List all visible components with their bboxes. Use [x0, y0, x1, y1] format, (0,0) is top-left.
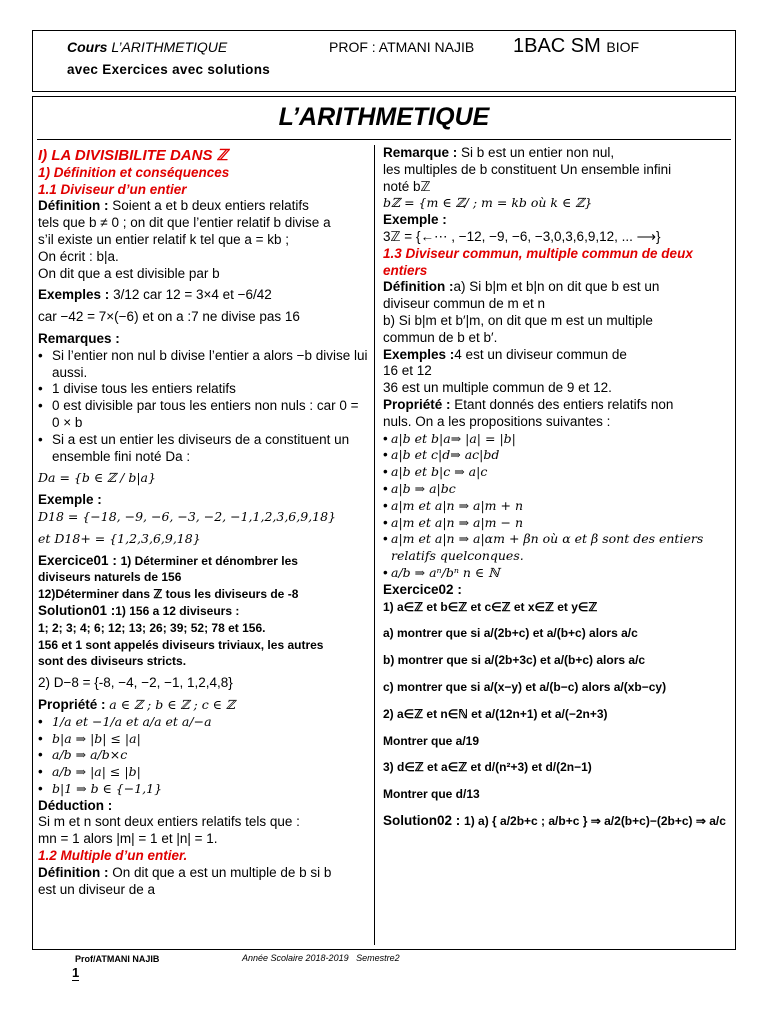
solution-label: Solution02 :: [383, 812, 461, 828]
page-title: L’ARITHMETIQUE: [278, 103, 490, 131]
definition-text: Soient a et b deux entiers relatifs: [112, 198, 309, 214]
class-level-main: 1BAC SM: [513, 35, 601, 57]
definition-text: On dit que a est un multiple de b si b: [112, 864, 332, 880]
examples-label: Exemples :: [383, 346, 455, 362]
exercise-text: a) montrer que si a/(2b+c) et a/(b+c) alors a/c: [383, 626, 638, 641]
section-title: I) LA DIVISIBILITE DANS ℤ: [38, 147, 228, 164]
definition-text: diviseur commun de m et n: [383, 296, 546, 312]
exercise-label: Exercice02 :: [383, 581, 462, 597]
list-item: • 1 divise tous les entiers relatifs: [38, 381, 236, 397]
example-text: 3/12 car 12 = 3×4 et −6/42: [113, 287, 272, 303]
definition-text: commun de b et b′.: [383, 329, 498, 345]
definition-text: On dit que a est divisible par b: [38, 265, 220, 281]
examples: [38, 287, 368, 304]
list-item: • a/b ⇒ a/b×c: [38, 747, 128, 763]
left-column: [38, 145, 368, 898]
exercise-text: 1) Déterminer et dénombrer les: [120, 553, 298, 568]
property: [383, 397, 728, 414]
exercise-label: Exercice01 :: [38, 552, 117, 568]
subsection-title: 1.1 Diviseur d’un entier: [38, 181, 187, 197]
example-label: Exemple :: [383, 212, 447, 228]
header-line: [67, 35, 640, 57]
example-text: 4 est un diviseur commun de: [454, 346, 627, 362]
list-item: • Si l’entier non nul b divise l’entier a alors −b divise lui aussi.: [38, 347, 368, 380]
solution-label: Solution01 :: [38, 602, 116, 618]
exercise-text: Montrer que a/19: [383, 733, 480, 748]
solution: [38, 603, 368, 620]
property-context: a ∈ ℤ ; b ∈ ℤ ; c ∈ ℤ: [109, 696, 236, 712]
definition-text: a) Si b|m et b|n on dit que b est un: [453, 279, 660, 295]
definition-label: Définition :: [38, 864, 109, 880]
exercise-text: 1) a∈ℤ et b∈ℤ et c∈ℤ et x∈ℤ et y∈ℤ: [383, 599, 598, 614]
exercise-text: b) montrer que si a/(2b+3c) et a/(b+c) alors a/c: [383, 653, 646, 668]
property-item: a|m et a|n ⇒ a|αm + βn où α et β sont des entiers relatifs quelconques.: [391, 531, 704, 564]
list-item: • a|b et b|c ⇒ a|c: [383, 464, 488, 480]
header-subtitle: avec Exercices avec solutions: [67, 62, 271, 77]
property-item: 1/a et −1/a et a/a et a/−a: [52, 713, 212, 729]
class-level-small: BIOF: [606, 39, 640, 55]
property-item: a/b ⇒ |a| ≤ |b|: [52, 764, 141, 780]
solution-text: 1) 156 a 12 diviseurs :: [115, 603, 240, 618]
property-item: b|1 ⇒ b ∈ {−1,1}: [52, 780, 163, 796]
exercise-text: 12)Déterminer dans ℤ tous les diviseurs de -8: [38, 587, 299, 602]
property-item: b|a ⇒ |b| ≤ |a|: [52, 730, 141, 746]
remark-text: les multiples de b constituent Un ensemble infini: [383, 161, 672, 177]
list-item: • Si a est un entier les diviseurs de a constituent un ensemble fini noté Da :: [38, 432, 368, 466]
list-item: • a|m et a|n ⇒ a|m − n: [383, 514, 524, 530]
class-level: [513, 35, 639, 58]
list-item: • a|b et c|d⇒ ac|bd: [383, 447, 500, 463]
course-subject: L’ARITHMETIQUE: [111, 39, 228, 55]
list-item: • a/b ⇒ aⁿ/bⁿ n ∈ ℕ: [383, 564, 500, 580]
definition: [383, 279, 728, 296]
remark-text: Si a est un entier les diviseurs de a constituent un ensemble fini noté Da :: [52, 431, 350, 464]
property-item: a/b ⇒ a/b×c: [52, 747, 128, 763]
solution-text: 1) a) { a/2b+c ; a/b+c } ⇒ a/2(b+c)−(2b+c) ⇒ a/c: [464, 813, 726, 828]
solution-text: 156 et 1 sont appelés diviseurs triviaux, les autres: [38, 637, 324, 652]
page-number: 1: [72, 965, 80, 980]
definition-text: On écrit : b|a.: [38, 248, 119, 264]
solution-text: 1; 2; 3; 4; 6; 12; 13; 26; 39; 52; 78 et 156.: [38, 620, 266, 635]
property-label: Propriété :: [38, 696, 106, 712]
formula: et D18+ = {1,2,3,6,9,18}: [38, 530, 201, 546]
property-text: Etant donnés des entiers relatifs non: [454, 396, 674, 412]
formula: Da = {b ∈ ℤ / b|a}: [38, 470, 156, 486]
subsection-title: 1.3 Diviseur commun, multiple commun de deux entiers: [383, 245, 693, 278]
remark-text: noté bℤ: [383, 178, 431, 194]
course-label: Cours: [67, 39, 108, 55]
example-label: Exemple :: [38, 492, 102, 508]
list-item: • a|b et b|a⇒ |a| = |b|: [383, 430, 516, 446]
subsection-title: 1) Définition et conséquences: [38, 164, 230, 180]
deduction-label: Déduction :: [38, 797, 113, 813]
definition-text: b) Si b|m et b′|m, on dit que m est un multiple: [383, 312, 653, 328]
deduction-text: mn = 1 alors |m| = 1 et |n| = 1.: [38, 831, 218, 847]
list-item: • a|m et a|n ⇒ a|m + n: [383, 497, 524, 513]
exercise-text: c) montrer que si a/(x−y) et a/(b−c) alors a/(xb−cy): [383, 679, 667, 694]
list-item: • a/b ⇒ |a| ≤ |b|: [38, 764, 141, 780]
remark-text: Si b est un entier non nul,: [461, 145, 615, 160]
solution-text: 2) D−8 = {-8, −4, −2, −1, 1,2,4,8}: [38, 675, 233, 691]
examples-label: Exemples :: [38, 287, 110, 303]
column-divider: [374, 145, 375, 945]
solution-text: sont des diviseurs stricts.: [38, 654, 187, 669]
definition-text: est un diviseur de a: [38, 881, 156, 897]
exercise: [38, 553, 368, 570]
property-item: a|b ⇒ a|bc: [391, 480, 456, 496]
property-label: Propriété :: [383, 396, 451, 412]
exercise-text: 2) a∈ℤ et n∈ℕ et a/(12n+1) et a/(−2n+3): [383, 706, 608, 721]
formula: D18 = {−18, −9, −6, −3, −2, −1,1,2,3,6,9,18}: [38, 508, 337, 524]
list-item: • a|b ⇒ a|bc: [383, 480, 456, 496]
example-text: car −42 = 7×(−6) et on a :7 ne divise pas 16: [38, 309, 300, 325]
remark-text: 0 est divisible par tous les entiers non nuls : car 0 = 0 × b: [52, 398, 359, 430]
header-box: [32, 30, 736, 92]
list-item: • b|1 ⇒ b ∈ {−1,1}: [38, 780, 163, 796]
exercise-text: Montrer que d/13: [383, 787, 480, 802]
definition: [38, 198, 368, 215]
property-item: a|b et b|c ⇒ a|c: [391, 464, 488, 480]
property: [38, 697, 368, 714]
exercise-text: diviseurs naturels de 156: [38, 570, 182, 585]
property-item: a|b et c|d⇒ ac|bd: [391, 447, 500, 463]
example-text: 16 et 12: [383, 363, 432, 379]
property-text: nuls. On a les propositions suivantes :: [383, 413, 611, 429]
exercise-text: 3) d∈ℤ et a∈ℤ et d/(n²+3) et d/(2n−1): [383, 760, 592, 775]
remark-label: Remarque :: [383, 145, 458, 160]
list-item: • a|m et a|n ⇒ a|αm + βn où α et β sont des entiers relatifs quelconques.: [383, 531, 728, 565]
remark-text: 1 divise tous les entiers relatifs: [52, 381, 236, 397]
footer-year: Année Scolaire 2018-2019 Semestre2: [242, 953, 400, 963]
definition-label: Définition :: [38, 198, 109, 214]
property-item: a/b ⇒ aⁿ/bⁿ n ∈ ℕ: [391, 564, 500, 580]
title-divider: [37, 139, 731, 140]
formula: bℤ = {m ∈ ℤ/ ; m = kb où k ∈ ℤ}: [383, 195, 593, 211]
property-item: a|m et a|n ⇒ a|m + n: [391, 497, 524, 513]
content-box: [32, 96, 736, 950]
definition: [38, 865, 368, 882]
list-item: • b|a ⇒ |b| ≤ |a|: [38, 730, 141, 746]
definition-text: tels que b ≠ 0 ; on dit que l’entier relatif b divise a: [38, 215, 331, 231]
example-text: 36 est un multiple commun de 9 et 12.: [383, 380, 612, 396]
list-item: • 0 est divisible par tous les entiers non nuls : car 0 = 0 × b: [38, 398, 368, 432]
formula: 3ℤ = {←⋯ , −12, −9, −6, −3,0,3,6,9,12, ... ⟶}: [383, 228, 661, 244]
list-item: • 1/a et −1/a et a/a et a/−a: [38, 713, 212, 729]
remarks-label: Remarques :: [38, 330, 120, 346]
solution: [383, 813, 728, 830]
deduction-text: Si m et n sont deux entiers relatifs tels que :: [38, 814, 300, 830]
definition-text: s’il existe un entier relatif k tel que a = kb ;: [38, 231, 290, 247]
right-column: [383, 145, 728, 830]
property-item: a|m et a|n ⇒ a|m − n: [391, 514, 524, 530]
remark-text: Si l’entier non nul b divise l’entier a alors −b divise lui aussi.: [52, 347, 368, 380]
definition-label: Définition :: [383, 279, 454, 295]
examples: [383, 347, 728, 364]
prof-name: PROF : ATMANI NAJIB: [329, 39, 475, 55]
property-item: a|b et b|a⇒ |a| = |b|: [391, 430, 516, 446]
subsection-title: 1.2 Multiple d’un entier.: [38, 848, 188, 864]
remark: [383, 145, 728, 162]
footer-author: Prof/ATMANI NAJIB: [75, 954, 160, 964]
